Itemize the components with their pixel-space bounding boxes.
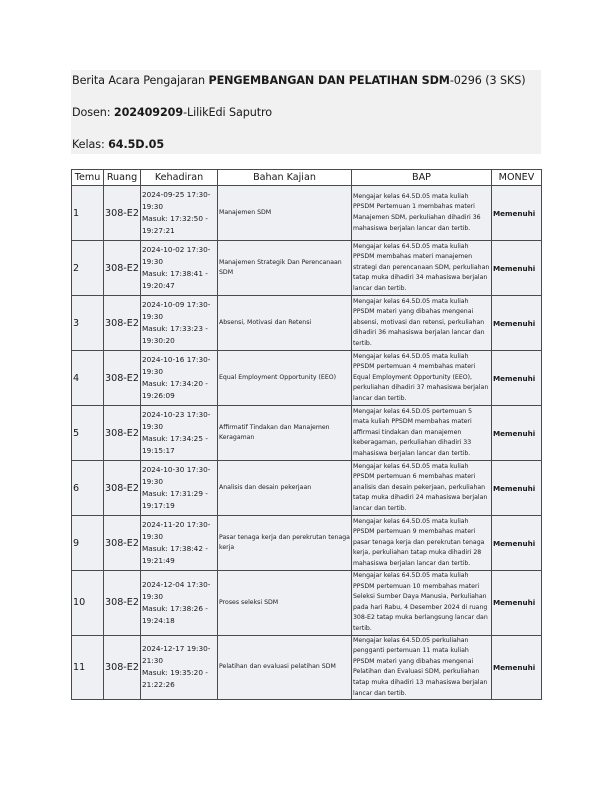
cell-temu: 2: [72, 241, 104, 296]
check-in-time: Masuk: 17:32:50 - 19:27:21: [142, 214, 208, 235]
cell-monev: Memenuhi: [492, 241, 542, 296]
cell-monev: Memenuhi: [492, 571, 542, 636]
table-row: [72, 351, 542, 406]
cell-temu: 1: [72, 186, 104, 241]
cell-ruang: 308-E2: [104, 516, 141, 571]
cell-kehadiran: [141, 241, 218, 296]
cell-bahan-kajian: Proses seleksi SDM: [218, 571, 352, 636]
class-label: Kelas:: [72, 138, 109, 151]
cell-ruang: 308-E2: [104, 186, 141, 241]
cell-temu: 9: [72, 516, 104, 571]
cell-ruang: 308-E2: [104, 635, 141, 700]
cell-bap: Mengajar kelas 64.5D.05 mata kuliah PPSDM materi yang dibahas mengenai absensi, motivasi dan retensi, perkuliahan dihadiri 36 mahasiswa berjalan lancar dan tertib.: [352, 296, 492, 351]
cell-monev: Memenuhi: [492, 461, 542, 516]
cell-kehadiran: [141, 635, 218, 700]
check-in-time: Masuk: 17:33:23 - 19:30:20: [142, 324, 208, 345]
cell-monev: Memenuhi: [492, 186, 542, 241]
cell-bap: Mengajar kelas 64.5D.05 mata kuliah PPSDM pertemuan 9 membahas materi pasar tenaga kerja dan perekrutan tenaga kerja, perkuliahan tatap muka dihadiri 28 mahasiswa berjalan lancar dan tertib.: [352, 516, 492, 571]
attendance-table: [71, 169, 542, 700]
cell-kehadiran: [141, 461, 218, 516]
cell-monev: Memenuhi: [492, 516, 542, 571]
cell-monev: Memenuhi: [492, 351, 542, 406]
header-monev: MONEV: [492, 170, 542, 186]
cell-bap: Mengajar kelas 64.5D.05 mata kuliah PPSDM pertemuan 10 membahas materi Seleksi Sumber Daya Manusia, Perkuliahan pada hari Rabu, 4 Desember 2024 di ruang 308-E2 tatap muka berlangsung lancar dan tertib.: [352, 571, 492, 636]
table-row: [72, 461, 542, 516]
schedule-time: 2024-10-09 17:30-19:30: [142, 300, 211, 321]
cell-monev: Memenuhi: [492, 296, 542, 351]
table-row: [72, 635, 542, 700]
cell-monev: Memenuhi: [492, 635, 542, 700]
cell-temu: 5: [72, 406, 104, 461]
table-row: [72, 406, 542, 461]
table-row: [72, 186, 542, 241]
table-row: [72, 241, 542, 296]
cell-temu: 3: [72, 296, 104, 351]
schedule-time: 2024-10-30 17:30-19:30: [142, 465, 211, 486]
schedule-time: 2024-09-25 17:30-19:30: [142, 190, 211, 211]
cell-kehadiran: [141, 516, 218, 571]
cell-bahan-kajian: Equal Employment Opportunity (EEO): [218, 351, 352, 406]
cell-temu: 11: [72, 635, 104, 700]
title-line: [72, 74, 526, 87]
header-bahan-kajian: Bahan Kajian: [218, 170, 352, 186]
cell-bap: Mengajar kelas 64.5D.05 mata kuliah PPSDM pertemuan 4 membahas materi Equal Employment Opportunity (EEO), perkuliahan dihadiri 37 mahasiswa berjalan lancar dan tertib.: [352, 351, 492, 406]
cell-temu: 10: [72, 571, 104, 636]
cell-ruang: 308-E2: [104, 571, 141, 636]
cell-kehadiran: [141, 186, 218, 241]
cell-temu: 6: [72, 461, 104, 516]
check-in-time: Masuk: 17:38:41 - 19:20:47: [142, 269, 208, 290]
header-ruang: Ruang: [104, 170, 141, 186]
course-suffix: -0296 (3 SKS): [449, 74, 526, 87]
check-in-time: Masuk: 17:34:25 - 19:15:17: [142, 434, 208, 455]
table-row: [72, 516, 542, 571]
table-row: [72, 571, 542, 636]
schedule-time: 2024-10-02 17:30-19:30: [142, 245, 211, 266]
cell-bahan-kajian: Pelatihan dan evaluasi pelatihan SDM: [218, 635, 352, 700]
cell-kehadiran: [141, 571, 218, 636]
cell-bap: Mengajar kelas 64.5D.05 mata kuliah PPSDM membahas materi manajemen strategi dan perencanaan SDM, perkuliahan tatap muka dihadiri 34 mahasiswa berjalan lancar dan tertib.: [352, 241, 492, 296]
cell-kehadiran: [141, 296, 218, 351]
cell-bap: Mengajar kelas 64.5D.05 pertemuan 5 mata kuliah PPSDM membahas materi affirmasi tindakan dan manajemen keberagaman, perkuliahan dihadiri 33 mahasiswa berjalan lancar dan tertib.: [352, 406, 492, 461]
schedule-time: 2024-10-16 17:30-19:30: [142, 355, 211, 376]
cell-ruang: 308-E2: [104, 461, 141, 516]
cell-bahan-kajian: Analisis dan desain pekerjaan: [218, 461, 352, 516]
cell-ruang: 308-E2: [104, 241, 141, 296]
check-in-time: Masuk: 19:35:20 - 21:22:26: [142, 668, 208, 690]
title-prefix: Berita Acara Pengajaran: [72, 74, 209, 87]
lecturer-id: 202409209: [113, 106, 184, 119]
table-row: [72, 296, 542, 351]
cell-bap: Mengajar kelas 64.5D.05 perkuliahan pengganti pertemuan 11 mata kuliah PPSDM materi yang dibahas mengenai Pelatihan dan Evaluasi SDM, perkuliahan tatap muka dihadiri 13 mahasiswa berjalan lancar dan tertib.: [352, 635, 492, 700]
cell-monev: Memenuhi: [492, 406, 542, 461]
schedule-time: 2024-11-20 17:30-19:30: [142, 520, 211, 541]
cell-bahan-kajian: Pasar tenaga kerja dan perekrutan tenaga kerja: [218, 516, 352, 571]
cell-bahan-kajian: Manajemen Strategik Dan Perencanaan SDM: [218, 241, 352, 296]
cell-kehadiran: [141, 351, 218, 406]
cell-kehadiran: [141, 406, 218, 461]
header-temu: Temu: [72, 170, 104, 186]
header-kehadiran: Kehadiran: [141, 170, 218, 186]
lecturer-line: [72, 106, 272, 119]
cell-bahan-kajian: Absensi, Motivasi dan Retensi: [218, 296, 352, 351]
cell-bap: Mengajar kelas 64.5D.05 mata kuliah PPSDM pertemuan 6 membahas materi analisis dan desain pekerjaan, perkuliahan tatap muka dihadiri 24 mahasiswa berjalan lancar dan tertib.: [352, 461, 492, 516]
lecturer-label: Dosen:: [72, 106, 114, 119]
cell-temu: 4: [72, 351, 104, 406]
course-name: PENGEMBANGAN DAN PELATIHAN SDM: [208, 74, 450, 87]
cell-bap: Mengajar kelas 64.5D.05 mata kuliah PPSDM Pertemuan 1 membahas materi Manajemen SDM, perkuliahan dihadiri 36 mahasiswa berjalan lancar dan tertib.: [352, 186, 492, 241]
check-in-time: Masuk: 17:34:20 - 19:26:09: [142, 379, 208, 400]
document-header: [71, 70, 541, 154]
check-in-time: Masuk: 17:38:42 - 19:21:49: [142, 544, 208, 565]
schedule-time: 2024-12-04 17:30-19:30: [142, 579, 211, 601]
cell-bahan-kajian: Manajemen SDM: [218, 186, 352, 241]
cell-ruang: 308-E2: [104, 351, 141, 406]
lecturer-name: -LilikEdi Saputro: [183, 106, 273, 119]
cell-ruang: 308-E2: [104, 296, 141, 351]
header-bap: BAP: [352, 170, 492, 186]
schedule-time: 2024-12-17 19:30-21:30: [142, 644, 211, 666]
check-in-time: Masuk: 17:31:29 - 19:17:19: [142, 489, 208, 510]
cell-bahan-kajian: Affirmatif Tindakan dan Manajemen Keragaman: [218, 406, 352, 461]
check-in-time: Masuk: 17:38:26 - 19:24:18: [142, 603, 208, 625]
table-header-row: [72, 170, 542, 186]
schedule-time: 2024-10-23 17:30-19:30: [142, 410, 211, 431]
class-code: 64.5D.05: [108, 138, 165, 151]
class-line: [72, 138, 164, 151]
cell-ruang: 308-E2: [104, 406, 141, 461]
